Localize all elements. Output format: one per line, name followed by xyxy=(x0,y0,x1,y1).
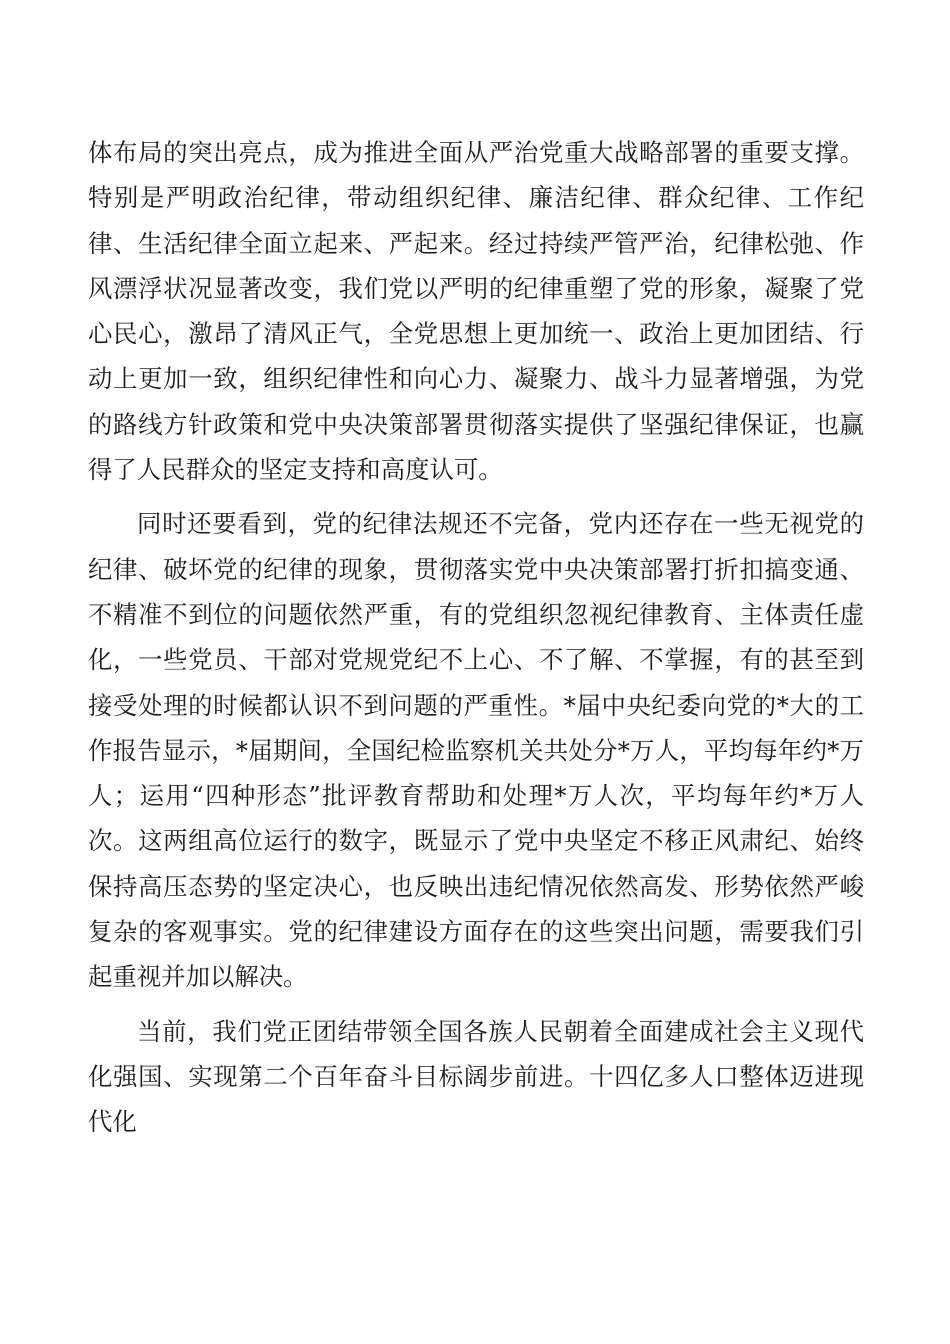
paragraph-3: 当前，我们党正团结带领全国各族人民朝着全面建成社会主义现代化强国、实现第二个百年奋斗目标阔步前进。十四亿多人口整体迈进现代化 xyxy=(88,1016,864,1137)
document-body xyxy=(88,130,864,1154)
paragraph-1: 体布局的突出亮点，成为推进全面从严治党重大战略部署的重要支撑。特别是严明政治纪律，带动组织纪律、廉洁纪律、群众纪律、工作纪律、生活纪律全面立起来、严起来。经过持续严管严治，纪律松弛、作风漂浮状况显著改变，我们党以严明的纪律重塑了党的形象，凝聚了党心民心，激昂了清风正气，全党思想上更加统一、政治上更加团结、行动上更加一致，组织纪律性和向心力、凝聚力、战斗力显著增强，为党的路线方针政策和党中央决策部署贯彻落实提供了坚强纪律保证，也赢得了人民群众的坚定支持和高度认可。 xyxy=(88,138,864,485)
paragraph-2: 同时还要看到，党的纪律法规还不完备，党内还存在一些无视党的纪律、破坏党的纪律的现象，贯彻落实党中央决策部署打折扣搞变通、不精准不到位的问题依然严重，有的党组织忽视纪律教育、主体责任虚化，一些党员、干部对党规党纪不上心、不了解、不掌握，有的甚至到接受处理的时候都认识不到问题的严重性。*届中央纪委向党的*大的工作报告显示，*届期间，全国纪检监察机关共处分*万人，平均每年约*万人；运用“四种形态”批评教育帮助和处理*万人次，平均每年约*万人次。这两组高位运行的数字，既显示了党中央坚定不移正风肃纪、始终保持高压态势的坚定决心，也反映出违纪情况依然高发、形势依然严峻复杂的客观事实。党的纪律建设方面存在的这些突出问题，需要我们引起重视并加以解决。 xyxy=(88,509,864,992)
